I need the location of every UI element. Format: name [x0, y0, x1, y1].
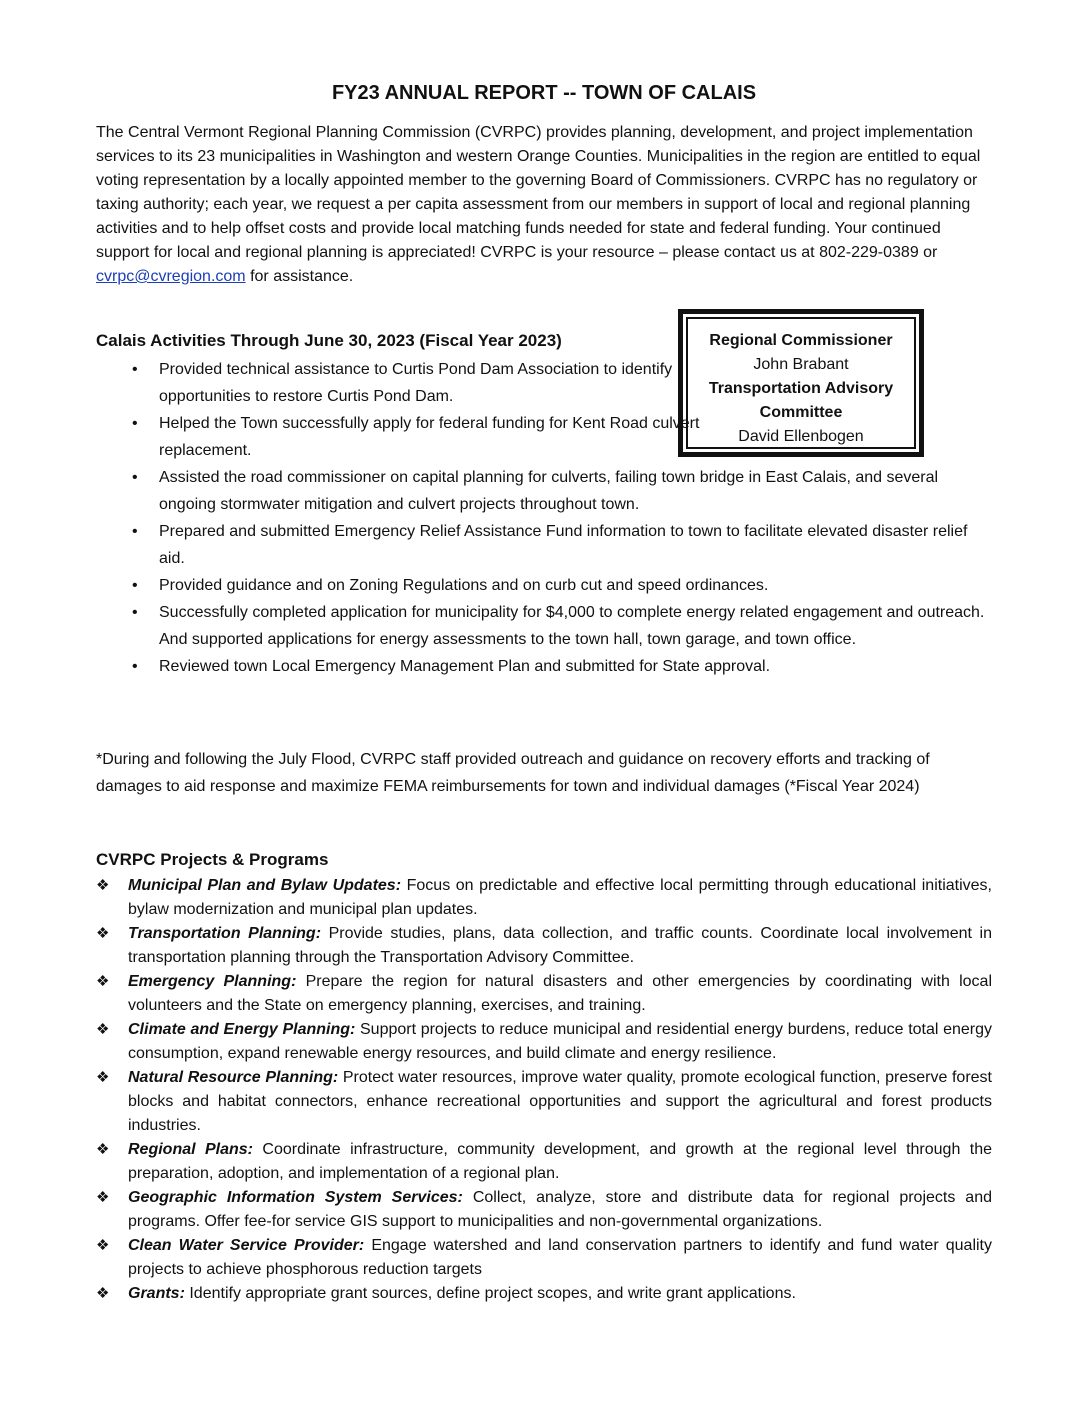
program-item: [96, 1186, 992, 1234]
activity-text: Prepared and submitted Emergency Relief Assistance Fund information to town to facilitate elevated disaster relief aid.: [159, 523, 968, 567]
activity-item: [96, 653, 992, 680]
diamond-bullet-icon: ❖: [96, 1285, 110, 1302]
program-item: [96, 1138, 992, 1186]
activity-text: Helped the Town successfully apply for federal funding for Kent Road culvert replacement.: [159, 415, 700, 459]
program-text: Protect water resources, improve water quality, promote ecological function, preserve forest blocks and habitat connectors, enhance recreational opportunities and support the agricultural and forest products industries.: [128, 1069, 993, 1134]
program-title: Emergency Planning:: [128, 973, 297, 990]
activity-item: [96, 518, 992, 572]
diamond-bullet-icon: ❖: [96, 877, 110, 894]
tac-name: David Ellenbogen: [738, 428, 864, 445]
program-text: Collect, analyze, store and distribute data for regional projects and programs. Offer fee-for service GIS support to municipalities and non-governmental organizations.: [128, 1189, 993, 1230]
programs-heading: CVRPC Projects & Programs: [96, 850, 329, 869]
diamond-bullet-icon: ❖: [96, 1141, 110, 1158]
bullet-icon: •: [132, 469, 138, 486]
program-text: Engage watershed and land conservation partners to identify and fund water quality projects to achieve phosphorous reduction targets: [128, 1237, 993, 1278]
activity-item: [96, 572, 992, 599]
bullet-icon: •: [132, 361, 138, 378]
program-text: Prepare the region for natural disasters and other emergencies by coordinating with local volunteers and the State on emergency planning, exercises, and training.: [128, 973, 992, 1014]
report-title: FY23 ANNUAL REPORT -- TOWN OF CALAIS: [331, 82, 757, 104]
intro-paragraph: [96, 121, 988, 289]
program-text: Support projects to reduce municipal and residential energy burdens, reduce total energy consumption, expand renewable energy resources, and build climate and energy resilience.: [128, 1021, 993, 1062]
activity-item: [96, 356, 739, 410]
program-title: Grants:: [128, 1285, 185, 1302]
activity-text: Provided guidance and on Zoning Regulations and on curb cut and speed ordinances.: [159, 577, 769, 594]
activities-heading: Calais Activities Through June 30, 2023 (Fiscal Year 2023): [96, 331, 562, 350]
program-item: [96, 1066, 992, 1138]
program-title: Transportation Planning:: [128, 925, 322, 942]
email-link[interactable]: cvrpc@cvregion.com: [96, 268, 246, 285]
activity-text: Assisted the road commissioner on capital planning for culverts, failing town bridge in East Calais, and several ongoing stormwater mitigation and culvert projects throughout town.: [159, 469, 939, 513]
program-title: Natural Resource Planning:: [128, 1069, 339, 1086]
bullet-icon: •: [132, 604, 138, 621]
tac-label: Transportation Advisory Committee: [708, 380, 894, 421]
intro-text-end: for assistance.: [245, 268, 354, 285]
bullet-icon: •: [132, 577, 138, 594]
program-title: Geographic Information System Services:: [128, 1189, 463, 1206]
flood-note: *During and following the July Flood, CVRPC staff provided outreach and guidance on recovery efforts and tracking of damages to aid response and maximize FEMA reimbursements for town and individual damages (*Fiscal Year 2024): [96, 751, 930, 795]
program-text: Focus on predictable and effective local permitting through educational initiatives, bylaw modernization and municipal plan updates.: [128, 877, 992, 918]
bullet-icon: •: [132, 523, 138, 540]
program-item: [96, 1234, 992, 1282]
bullet-icon: •: [132, 415, 138, 432]
activity-text: Reviewed town Local Emergency Management Plan and submitted for State approval.: [159, 658, 771, 675]
program-title: Climate and Energy Planning:: [128, 1021, 356, 1038]
program-text: Identify appropriate grant sources, define project scopes, and write grant applications.: [184, 1285, 796, 1302]
diamond-bullet-icon: ❖: [96, 1237, 110, 1254]
activity-text: Successfully completed application for municipality for $4,000 to complete energy related engagement and outreach. And supported applications for energy assessments to the town hall, town garage, and town office.: [159, 604, 985, 648]
programs-list: [96, 874, 992, 1306]
program-title: Regional Plans:: [128, 1141, 253, 1158]
program-item: [96, 874, 992, 922]
program-title: Municipal Plan and Bylaw Updates:: [128, 877, 402, 894]
activity-item: [96, 410, 739, 464]
program-text: Provide studies, plans, data collection, and traffic counts. Coordinate local involvement in transportation planning through the Transportation Advisory Committee.: [128, 925, 992, 966]
diamond-bullet-icon: ❖: [96, 1069, 110, 1086]
diamond-bullet-icon: ❖: [96, 973, 110, 990]
regional-commissioner-name: John Brabant: [753, 356, 849, 373]
program-item: [96, 970, 992, 1018]
diamond-bullet-icon: ❖: [96, 925, 110, 942]
activity-item: [96, 464, 992, 518]
regional-commissioner-label: Regional Commissioner: [709, 332, 893, 349]
activity-text: Provided technical assistance to Curtis Pond Dam Association to identify opportunities to restore Curtis Pond Dam.: [159, 361, 673, 405]
bullet-icon: •: [132, 658, 138, 675]
commissioner-box: [678, 309, 924, 457]
program-title: Clean Water Service Provider:: [128, 1237, 365, 1254]
diamond-bullet-icon: ❖: [96, 1021, 110, 1038]
program-item: [96, 1018, 992, 1066]
activity-item: [96, 599, 992, 653]
intro-text: The Central Vermont Regional Planning Commission (CVRPC) provides planning, development, and project implementation services to its 23 municipalities in Washington and western Orange Counties. Municipalities in the region are entitled to equal voting representation by a locally appointed member to the governing Board of Commissioners. CVRPC has no regulatory or taxing authority; each year, we request a per capita assessment from our members in support of local and regional planning activities and to help offset costs and provide local matching funds needed for state and federal funding. Your continued support for local and regional planning is appreciated! CVRPC is your resource – please contact us at 802-229-0389 or: [96, 124, 981, 261]
diamond-bullet-icon: ❖: [96, 1189, 110, 1206]
program-item: [96, 922, 992, 970]
program-item: [96, 1282, 992, 1306]
program-text: Coordinate infrastructure, community development, and growth at the regional level through the preparation, adoption, and implementation of a regional plan.: [128, 1141, 992, 1182]
